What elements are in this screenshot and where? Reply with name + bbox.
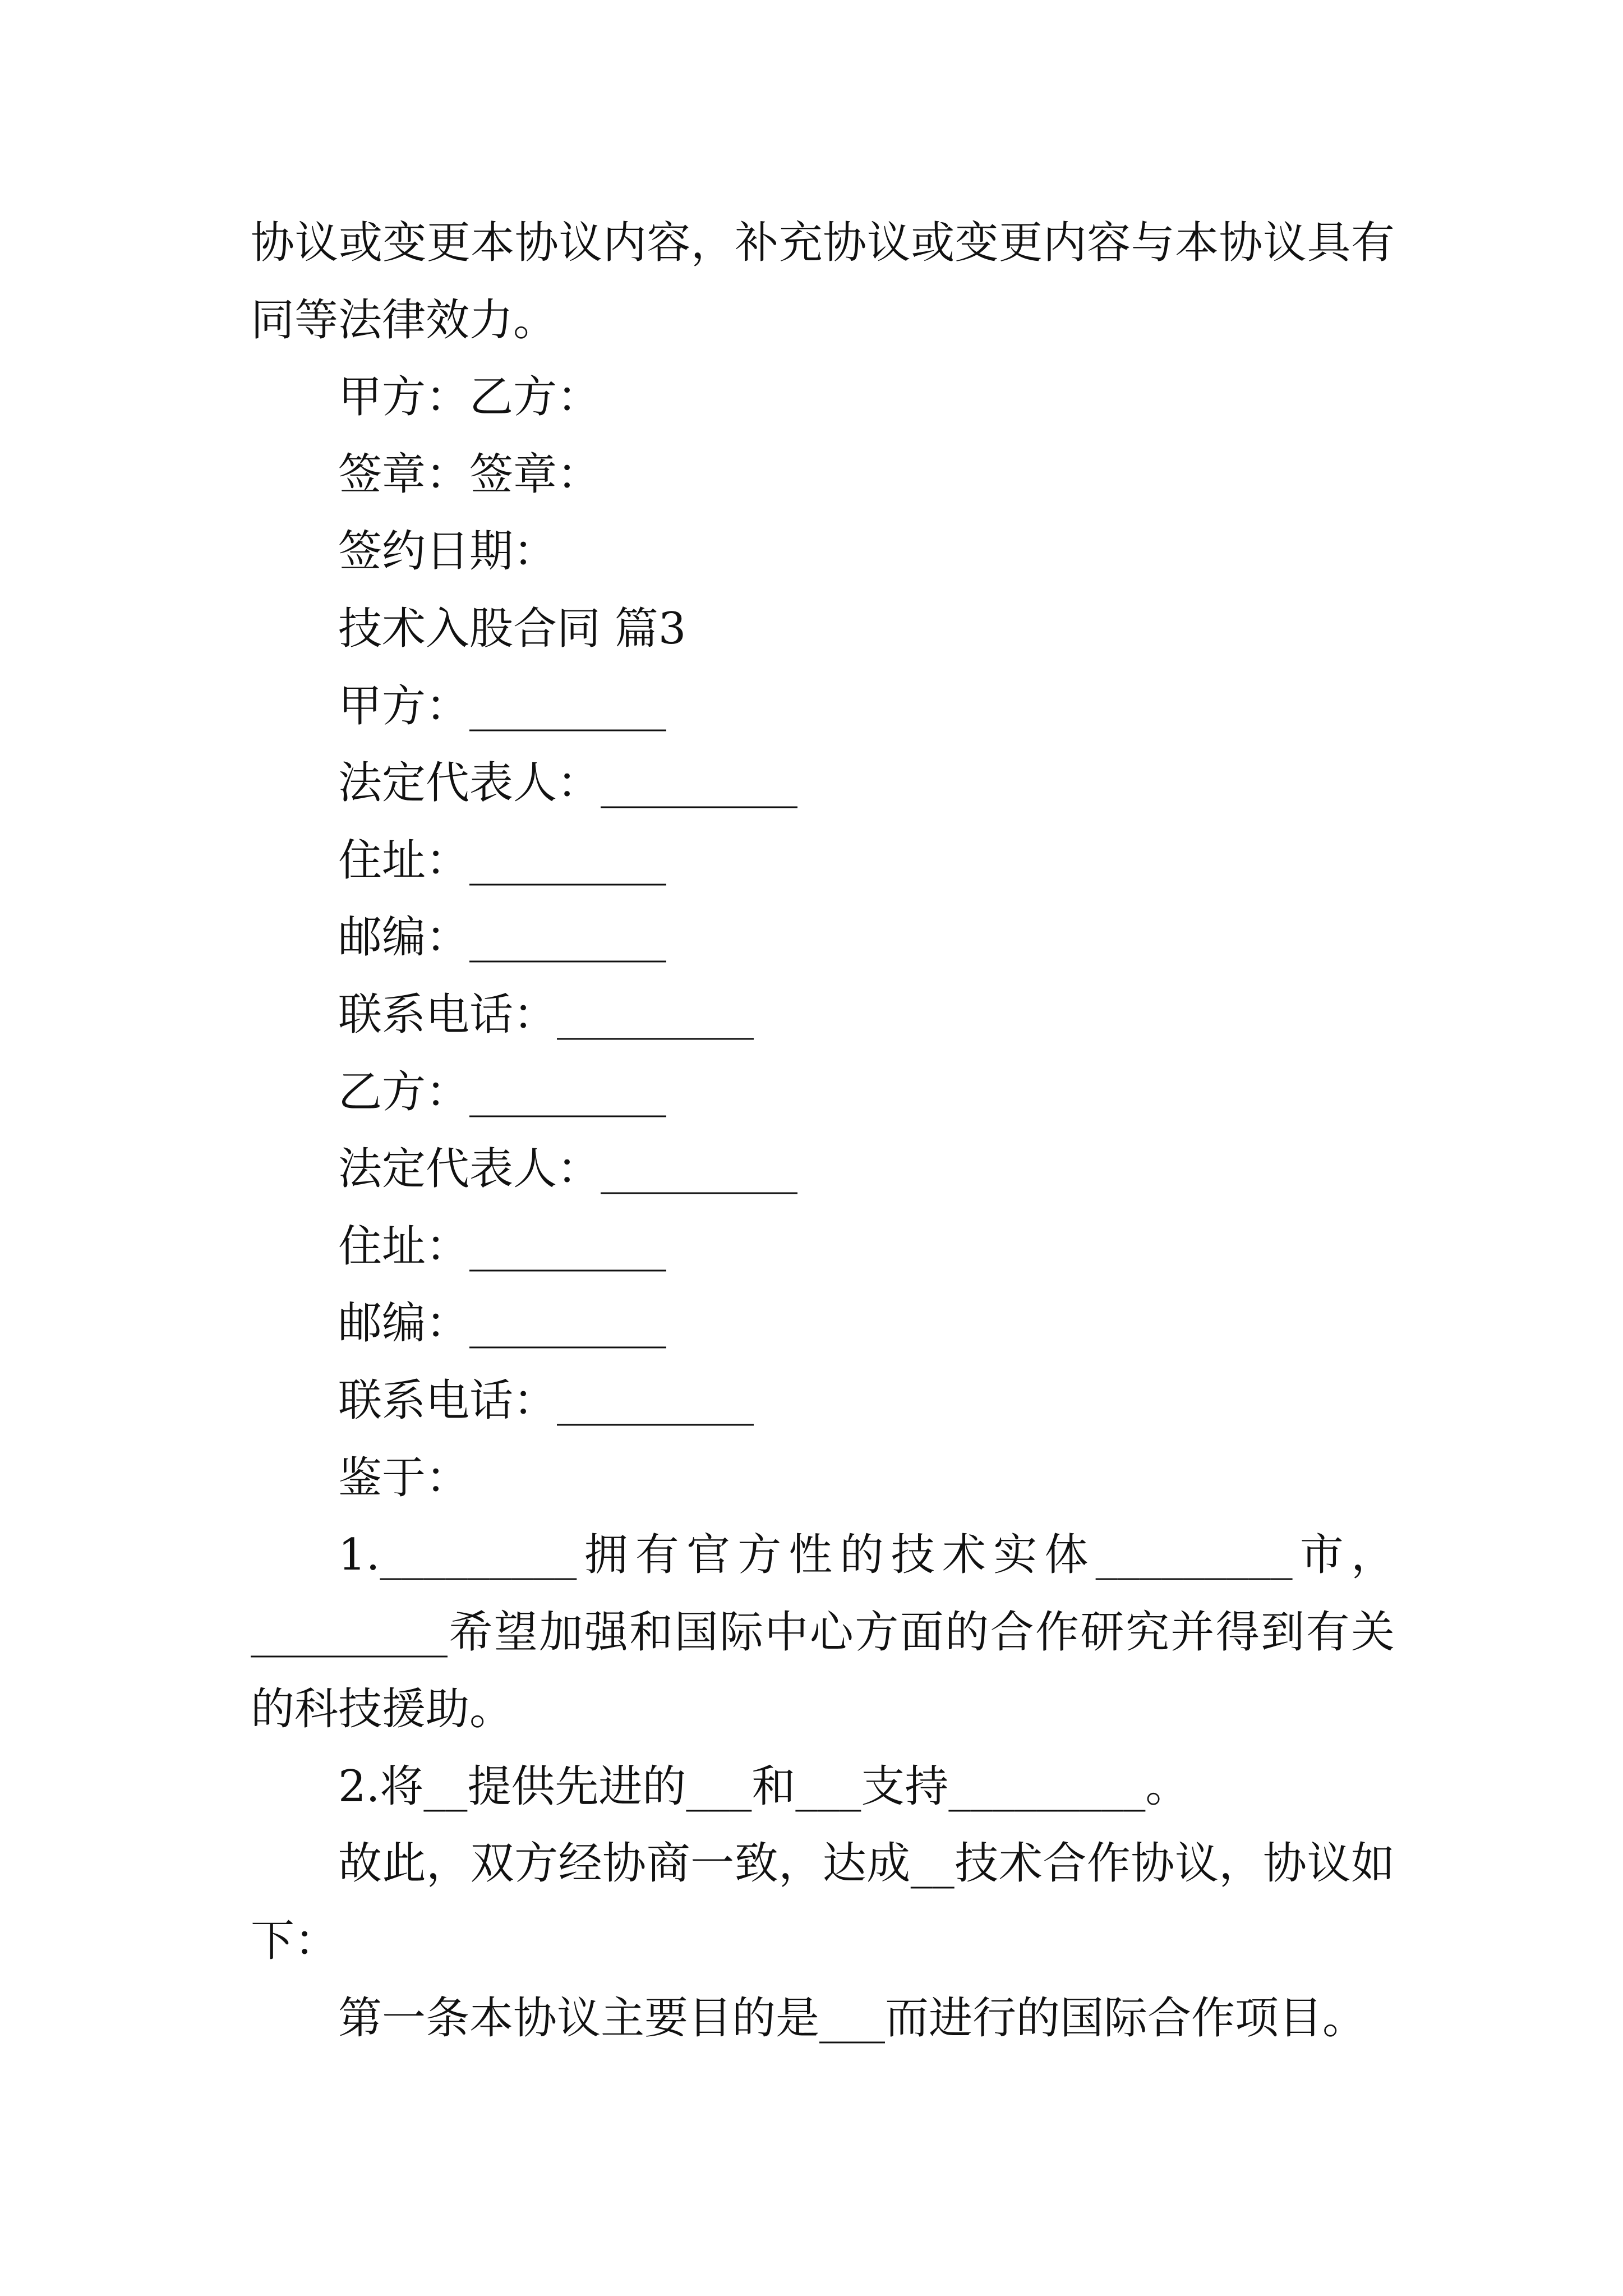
continuation-line-2: 同等法律效力。 <box>251 295 557 346</box>
party-b-postcode: 邮编：_________ <box>338 1298 667 1349</box>
party-b-name: 乙方：_________ <box>338 1066 667 1117</box>
signature-seals: 签章：签章： <box>338 449 601 500</box>
whereas-item1-line-3: 的科技援助。 <box>251 1684 514 1735</box>
signature-parties: 甲方：乙方： <box>338 372 601 423</box>
whereas-heading: 鉴于： <box>338 1452 470 1503</box>
whereas-item1-line-1: 1._________拥有官方性的技术实体_________市， <box>338 1530 1395 1581</box>
party-a-name: 甲方：_________ <box>338 680 667 731</box>
agreement-intro-line-2: 下： <box>251 1916 339 1967</box>
signature-date: 签约日期： <box>338 526 557 577</box>
agreement-intro-line-1: 故此，双方经协商一致，达成__技术合作协议，协议如 <box>338 1838 1395 1889</box>
party-a-phone: 联系电话：_________ <box>338 989 754 1040</box>
party-b-legal-rep: 法定代表人：_________ <box>338 1144 798 1195</box>
continuation-line-1: 协议或变更本协议内容，补充协议或变更内容与本协议具有 <box>251 218 1395 268</box>
whereas-item1-line-2: _________希望加强和国际中心方面的合作研究并得到有关 <box>251 1607 1395 1658</box>
party-a-legal-rep: 法定代表人：_________ <box>338 758 798 809</box>
party-b-address: 住址：_________ <box>338 1221 667 1272</box>
party-b-phone: 联系电话：_________ <box>338 1375 754 1426</box>
whereas-item2: 2.将__提供先进的___和___支持_________。 <box>338 1761 1189 1812</box>
article-1: 第一条本协议主要目的是___而进行的国际合作项目。 <box>338 1993 1367 2044</box>
party-a-address: 住址：_________ <box>338 835 667 886</box>
party-a-postcode: 邮编：_________ <box>338 912 667 963</box>
document-body <box>251 205 1395 2057</box>
section-title: 技术入股合同 篇3 <box>338 603 686 654</box>
